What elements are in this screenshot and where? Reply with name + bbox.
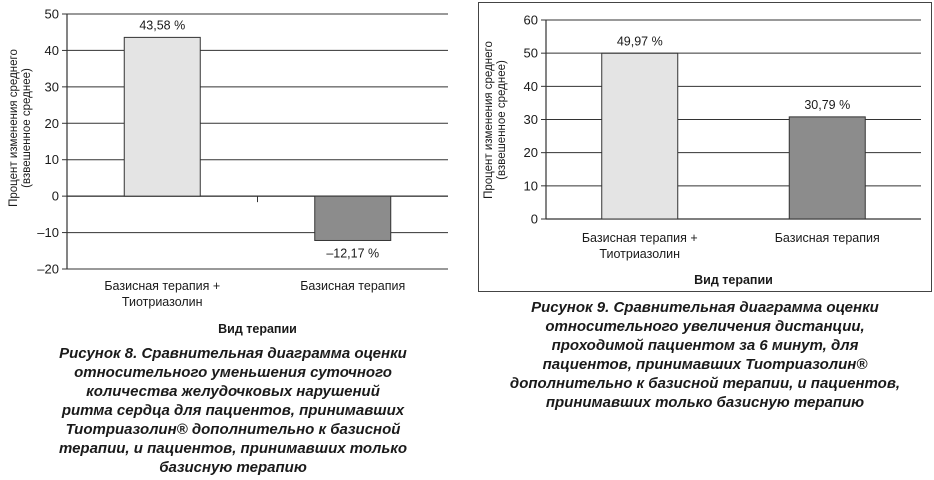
figure-9-chart [479,3,931,291]
caption-line: ритма сердца для пациентов, принимавших [61,402,405,419]
x-category-label: Базисная терапия + Тиотриазолин [104,279,221,309]
y-axis-title: Процент изменения среднего(взвешенное среднее) [483,41,508,199]
y-tick-label: 20 [523,145,538,161]
caption-line: базисную терапию [159,459,307,476]
y-tick-label: 60 [523,12,538,28]
figure-9-panel [478,0,934,480]
caption-line: принимавших только базисную терапию [545,394,865,411]
x-axis-title: Вид терапии [694,273,773,287]
y-tick-label: 20 [44,115,59,131]
bar [602,53,678,219]
x-category-label: Базисная терапия [774,231,880,245]
caption-line: проходимой пациентом за 6 минут, для [551,337,859,354]
figure-9-caption [478,298,932,412]
y-tick-label: 0 [530,211,538,227]
data-label: 43,58 % [139,18,186,33]
caption-line: терапии, и пациентов, принимавших только [58,440,408,457]
data-label: 30,79 % [804,97,851,112]
x-axis-title: Вид терапии [218,322,297,336]
y-tick-label: –20 [37,261,59,277]
figure-8-panel [0,0,466,480]
y-tick-label: 40 [44,42,59,58]
bar [789,117,865,219]
caption-line: дополнительно к базисной терапии, и пациентов, [509,375,901,392]
figure-8-caption [0,344,466,477]
bar [315,196,391,240]
caption-line: Рисунок 8. Сравнительная диаграмма оценки [59,345,407,362]
caption-line: относительного увеличения дистанции, [545,318,865,335]
y-tick-label: 30 [523,112,538,127]
data-label: 49,97 % [616,34,663,49]
y-tick-label: 0 [51,188,59,204]
x-category-label: Базисная терапия [300,279,406,293]
caption-line: Рисунок 9. Сравнительная диаграмма оценки [531,299,879,316]
y-axis-title: Процент изменения среднего(взвешенное среднее) [8,49,33,207]
y-tick-label: 30 [44,79,59,95]
caption-line: относительного уменьшения суточного [74,364,392,381]
y-tick-label: 50 [523,45,538,61]
caption-line: пациентов, принимавших Тиотриазолин® [542,356,868,373]
y-tick-label: –10 [37,225,59,241]
figure-8-chart [0,0,466,340]
caption-line: Тиотриазолин® дополнительно к базисной [65,421,401,438]
bar [124,37,200,196]
caption-line: количества желудочковых нарушений [86,383,380,400]
x-category-label: Базисная терапия + Тиотриазолин [581,231,698,261]
y-tick-label: 50 [44,6,59,22]
y-tick-label: 40 [523,78,538,94]
figure-9-frame [478,2,932,292]
data-label: –12,17 % [326,246,380,261]
y-tick-label: 10 [44,152,59,168]
y-tick-label: 10 [523,178,538,194]
